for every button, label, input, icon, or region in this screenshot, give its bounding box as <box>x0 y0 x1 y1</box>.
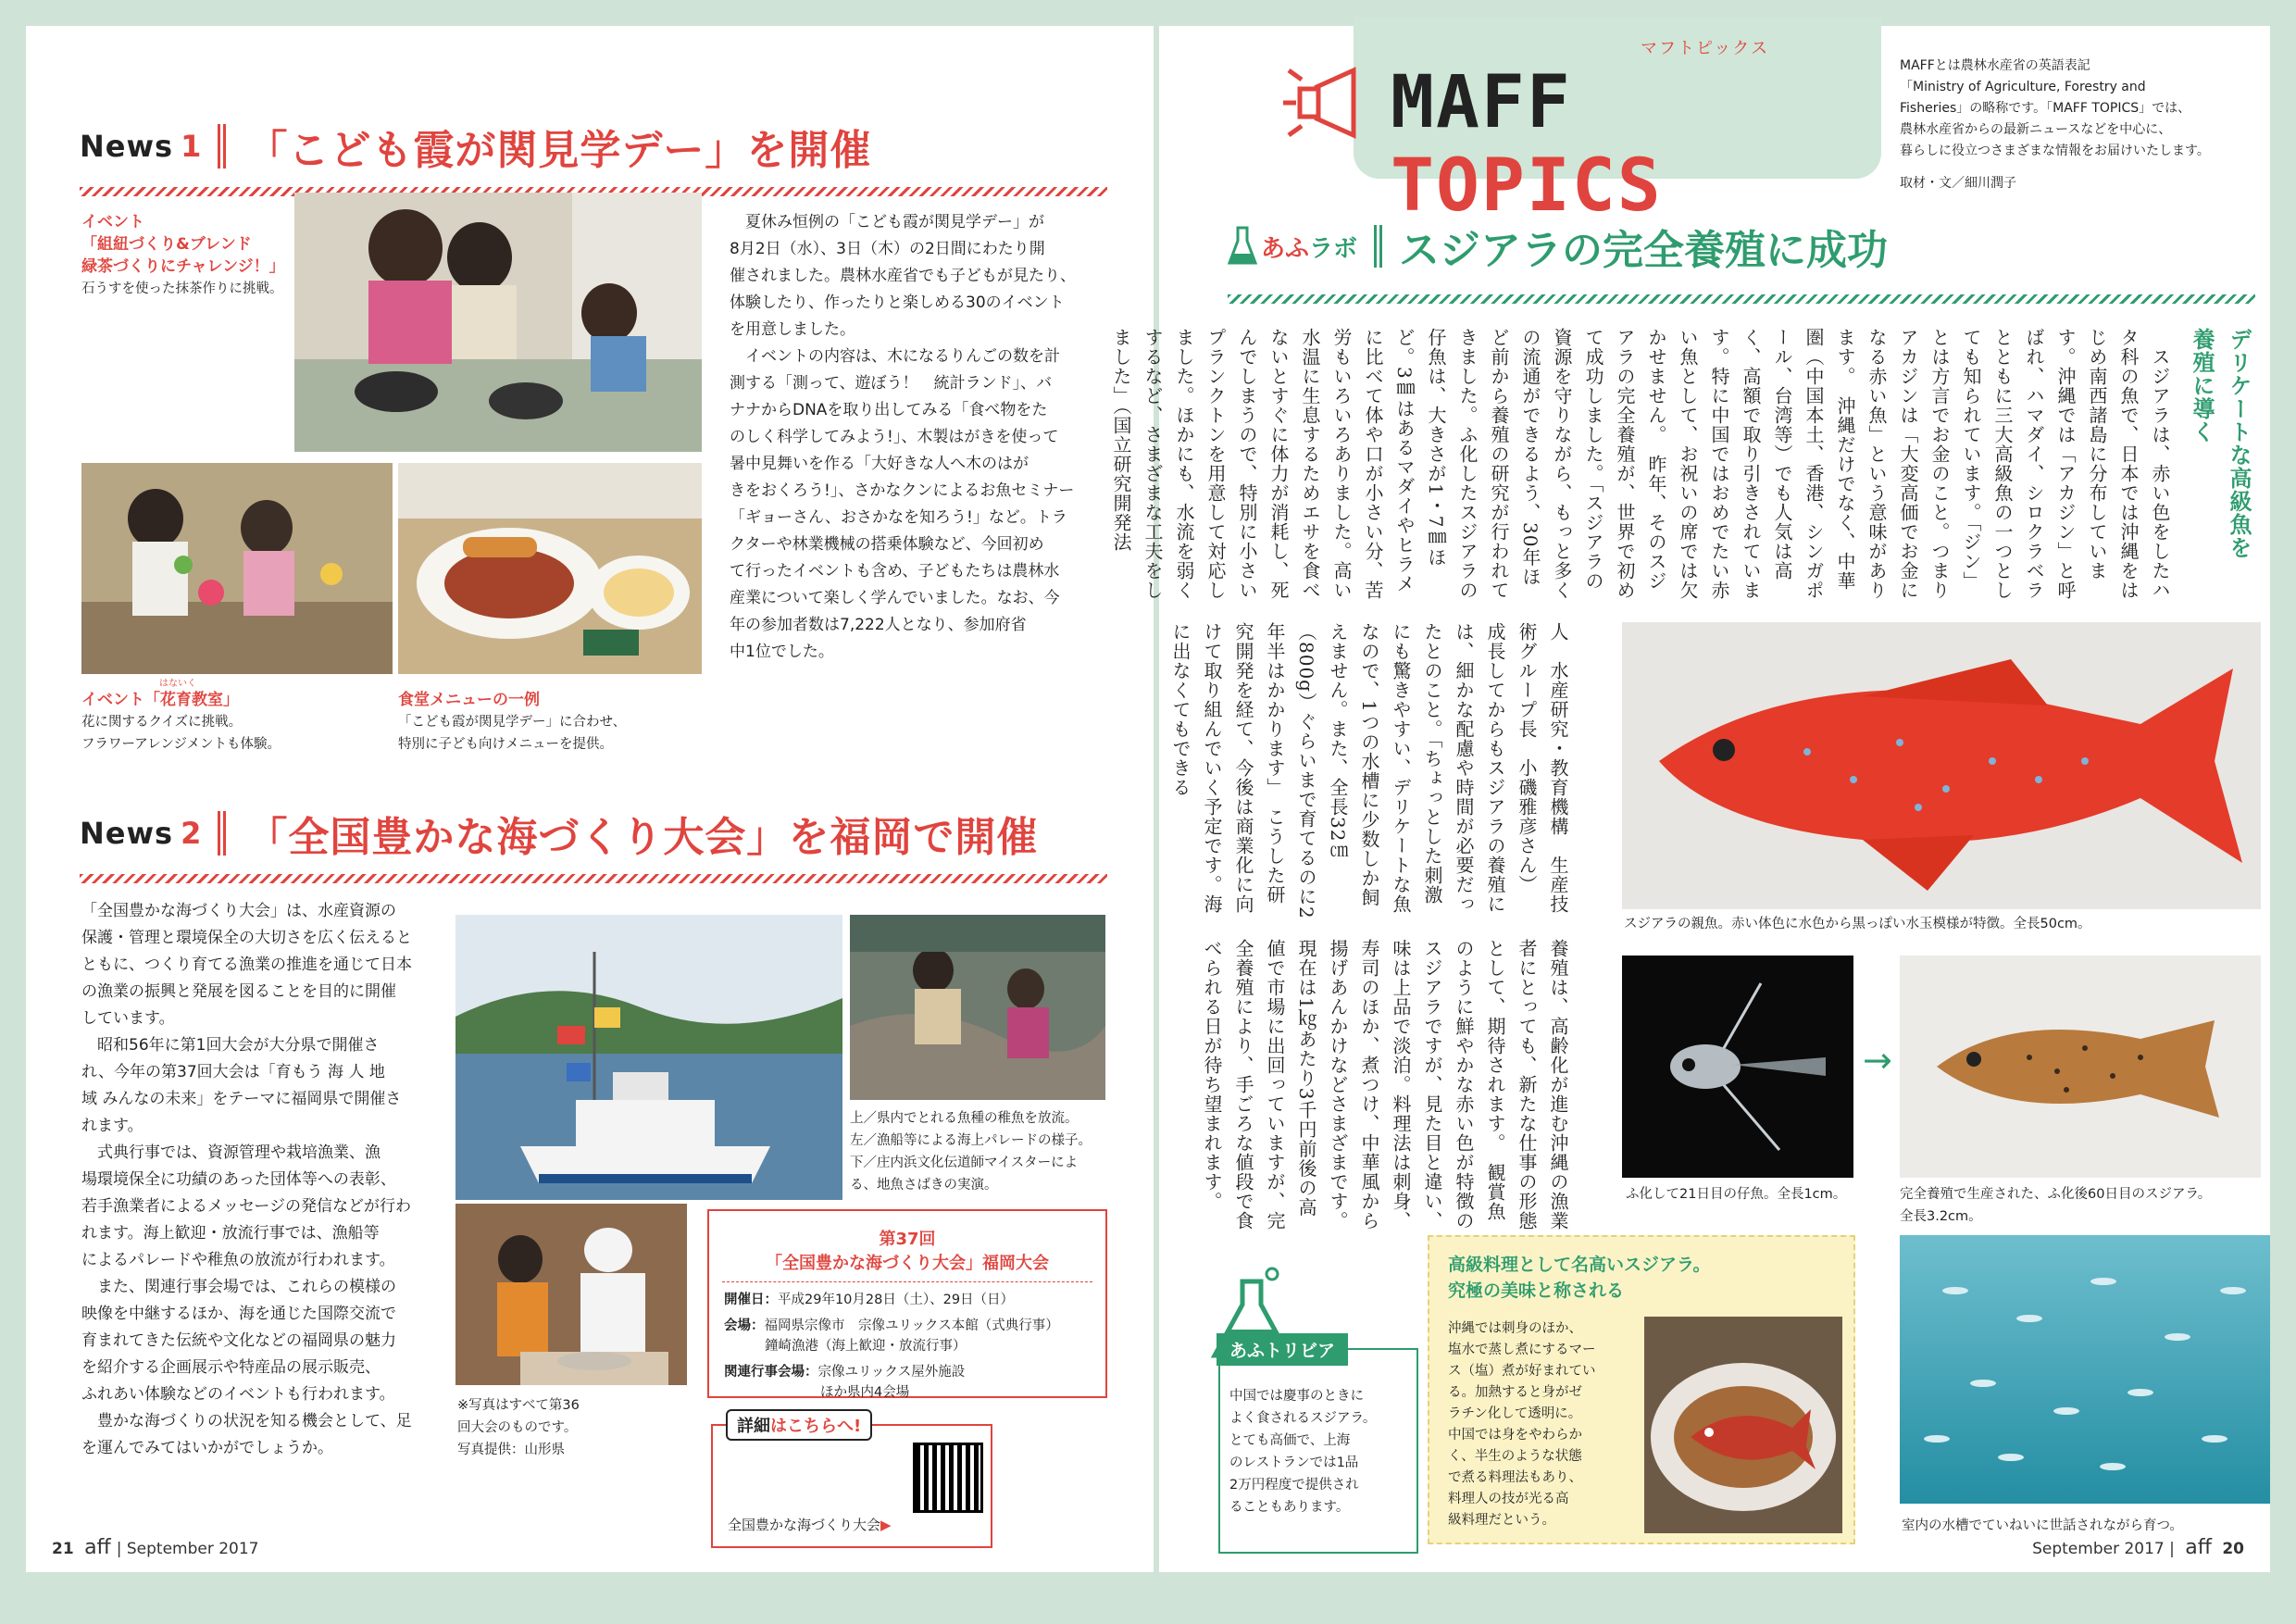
photo2-caption-line: フラワーアレンジメントも体験。 <box>81 737 281 752</box>
juvenile-caption-1: 完全養殖で生産された、ふ化後60日目のスジアラ。 <box>1900 1187 2212 1202</box>
event-venue-1: 福岡県宗像市 宗像ユリックス本館（式典行事） <box>764 1318 1059 1333</box>
photo1-caption <box>81 211 322 300</box>
photo1-caption-title-2: 「組紐づくり&ブレンド <box>81 235 252 254</box>
right-footer: September 2017 | aff 20 <box>2032 1536 2244 1559</box>
dish-text-line: 料理人の技が光る高 <box>1448 1492 1569 1506</box>
dish-box <box>1428 1235 1855 1544</box>
left-page <box>26 26 1154 1572</box>
trivia-line: よく食されるスジアラ。 <box>1229 1411 1377 1426</box>
detail-badge-text-1: 詳細 <box>737 1417 770 1436</box>
event-venue-label: 会場： <box>724 1318 765 1333</box>
event-info-box <box>707 1209 1107 1398</box>
news2-body-line: れます。 <box>81 1117 144 1135</box>
photo2-caption-line: 花に関するクイズに挑戦。 <box>81 715 243 730</box>
photo-fish-release <box>850 915 1105 1100</box>
news2-heading <box>80 796 1038 870</box>
dish-text-line: 級料理だという。 <box>1448 1513 1555 1528</box>
event-date: 平成29年10月28日（土）、29日（日） <box>778 1293 1015 1307</box>
trivia-line: のレストランでは1品 <box>1229 1455 1359 1470</box>
photo-steamed-fish-dish <box>1644 1317 1842 1533</box>
news1-body-line: 中1位でした。 <box>730 643 834 661</box>
photo3-caption-line: 「こども霞が関見学デー」に合わせ、 <box>398 715 627 730</box>
news1-body-line: 「ギョーさん、おさかなを知ろう!」など。トラ <box>730 508 1067 527</box>
photo-adult-fish <box>1622 622 2261 909</box>
news2-body-line: ふれあい体験などのイベントも行われます。 <box>81 1385 395 1404</box>
news2-photo-note <box>457 1394 680 1461</box>
larva-caption: ふ化して21日目の仔魚。全長1cm。 <box>1626 1187 1847 1202</box>
news2-label: News <box>80 816 174 851</box>
left-issue-date: September 2017 <box>126 1540 259 1558</box>
photo3-caption-line: 特別に子ども向けメニューを提供。 <box>398 737 613 752</box>
news2-body-line: しています。 <box>81 1009 175 1028</box>
right-page <box>1110 26 2270 1572</box>
news2-body-line: 映像を中継するほか、海を通じた国際交流で <box>81 1305 396 1323</box>
detail-badge <box>726 1409 872 1441</box>
news2-body-line: 保護・管理と環境保全の大切さを広く伝えると <box>81 929 412 947</box>
news1-body-line: 年の参加者数は7,222人となり、参加府省 <box>730 616 1027 634</box>
news1-body-line: イベントの内容は、木になるりんごの数を計 <box>730 347 1060 366</box>
news2-body-line: 豊かな海づくりの状況を知る機会として、足 <box>81 1412 412 1430</box>
news1-body-line: 体験したり、作ったりと楽しめる30のイベント <box>730 294 1065 312</box>
photo-fish-filleting <box>455 1204 687 1385</box>
news2-photo-caption-line: 上／県内でとれる魚種の稚魚を放流。 <box>850 1111 1079 1126</box>
photo-boat-parade <box>455 915 842 1200</box>
dish-text <box>1448 1318 1652 1531</box>
dish-text-line: ス（塩）煮が好まれてい <box>1448 1364 1596 1379</box>
news2-photo-captions <box>850 1107 1128 1196</box>
trivia-line: とても高価で、上海 <box>1229 1433 1351 1448</box>
event-title-1: 第37回 <box>879 1230 936 1249</box>
left-footer: 21 aff | September 2017 <box>52 1536 259 1559</box>
photo-fish-tank <box>1900 1235 2270 1504</box>
photo-larva <box>1622 956 1853 1178</box>
photo-matcha-grinding <box>294 193 702 452</box>
news1-body-line: 測する「測って、遊ぼう！ 統計ランド」、バ <box>730 374 1053 393</box>
dish-text-line: く、半生のような状態 <box>1448 1449 1582 1464</box>
news1-body-line: ナナからDNAを取り出してみる「食べ物をた <box>730 401 1048 419</box>
news2-body-line: れます。海上歓迎・放流行事では、漁船等 <box>81 1224 380 1243</box>
dish-title-2: 究極の美味と称される <box>1448 1280 1625 1301</box>
news1-body-line: 産業について楽しく学んでいました。なお、今 <box>730 589 1060 607</box>
trivia-line: ることもあります。 <box>1229 1500 1350 1515</box>
news2-body-line: 育まれてきた伝統や文化などの福岡県の魅力 <box>81 1331 396 1350</box>
maff-title-2: TOPICS <box>1391 144 1663 228</box>
detail-badge-text-2: はこちらへ! <box>770 1417 862 1436</box>
event-related-label: 関連行事会場： <box>724 1365 818 1380</box>
news2-body-line: によるパレードや稚魚の放流が行われます。 <box>81 1251 395 1269</box>
adult-fish-caption: スジアラの親魚。赤い体色に水色から黒っぽい水玉模様が特徴。全長50cm。 <box>1624 917 2091 931</box>
news2-body-line: の漁業の振興と発展を図ることを目的に開催 <box>81 982 396 1001</box>
news2-body-line: 場環境保全に功績のあった団体等への表彰、 <box>81 1170 396 1189</box>
news2-body-line: 域 みんなの未来」をテーマに福岡県で開催さ <box>81 1090 402 1108</box>
lab-label-1: あふ <box>1261 234 1310 263</box>
photo2-caption <box>81 680 387 756</box>
news1-body-line: 夏休み恒例の「こども霞が関見学デー」が <box>730 213 1044 231</box>
dish-text-line: ラチン化して透明に。 <box>1448 1406 1582 1421</box>
juvenile-caption <box>1900 1183 2261 1228</box>
news2-body-line: れ、今年の第37回大会は「育もう 海 人 地 <box>81 1063 385 1081</box>
juvenile-caption-2: 全長3.2cm。 <box>1900 1209 1982 1224</box>
trivia-box <box>1218 1341 1418 1554</box>
flask-icon <box>1228 226 1257 267</box>
intro-line: 暮らしに役立つさまざまな情報をお届けいたします。 <box>1900 144 2210 158</box>
lab-label-2: ラボ <box>1309 234 1358 263</box>
news2-body-line: を紹介する企画展示や特産品の展示販売、 <box>81 1358 381 1377</box>
dish-text-line: 塩水で蒸し煮にするマー <box>1448 1343 1596 1357</box>
news2-body-line: ともに、つくり育てる漁業の推進を通じて日本 <box>81 956 412 974</box>
photo-flower-class <box>81 463 393 674</box>
trivia-line: 2万円程度で提供され <box>1229 1478 1359 1493</box>
maff-topics-banner <box>1354 17 1881 228</box>
news2-body-line: また、関連行事会場では、これらの模様の <box>81 1278 396 1296</box>
left-page-number: 21 <box>52 1540 74 1558</box>
news2-zigzag-rule <box>80 874 1107 883</box>
news2-body-line: 若手漁業者によるメッセージの発信などが行わ <box>81 1197 411 1216</box>
news1-title: 「こども霞が関見学デー」を開催 <box>246 127 872 174</box>
news2-body-line: を運んでみてはいかがでしょうか。 <box>81 1439 333 1457</box>
news2-body <box>81 898 470 1462</box>
news2-photo-caption-line: る、地魚さばきの実演。 <box>850 1178 998 1193</box>
left-magazine-name: aff <box>84 1536 111 1559</box>
lab-body-column-2: 人 水産研究・教育機構 生産技術グループ長 小磯雅彦さん） 成長してからもスジアラの養殖には、細かな配慮や時間が必要だったとのこと。「ちょっとした刺激にも驚きやすい、デリケートな魚なので、1つの水槽に少数しか飼えません。また、全長32㎝（800g）ぐらいまで育てるのに2年半はかかります」 こうした研究開発を経て、今後は商業化に向けて取り組んでいく予定です。海に出なくてもできる <box>1169 622 1569 919</box>
right-page-number: 20 <box>2222 1540 2244 1558</box>
trivia-line: 中国では慶事のときに <box>1229 1389 1364 1404</box>
news2-photo-caption-line: 下／庄内浜文化伝道師マイスターによ <box>850 1156 1079 1170</box>
trivia-label: あふトリビア <box>1217 1333 1348 1366</box>
lab-body-column-3: 養殖は、高齢化が進む沖縄の漁業者にとっても、新たな仕事の形態として、期待されます。 観賞魚のように鮮やかな赤い色が特徴のスジアラですが、見た目と違い、味は上品で淡泊。料理法は刺身、寿司のほか、煮つけ、中華風から揚げあんかけなどさまざまです。 現在は1㎏あたり3千円前後の高値で市場に出回っていますが、完全養殖により、手ごろな値段で食べられる日が待ち望まれます。 <box>1201 939 1569 1241</box>
dish-text-line: る。加熱すると身がゼ <box>1448 1385 1582 1400</box>
photo-cafeteria-menu <box>398 463 702 674</box>
lab-zigzag-rule <box>1228 294 2255 304</box>
photo-note-line: 回大会のものです。 <box>457 1420 578 1435</box>
news2-divider <box>218 811 226 856</box>
photo3-caption-title: 食堂メニューの一例 <box>398 691 540 709</box>
tank-caption: 室内の水槽でていねいに世話されながら育つ。 <box>1902 1518 2183 1533</box>
dish-title-1: 高級料理として名高いスジアラ。 <box>1448 1255 1711 1275</box>
right-magazine-name: aff <box>2185 1536 2212 1559</box>
photo3-caption <box>398 689 704 756</box>
maff-ruby: マフトピックス <box>1641 39 1770 58</box>
news1-body-line: クターや林業機械の搭乗体験など、今回初め <box>730 535 1044 554</box>
news2-body-line: 「全国豊かな海づくり大会」は、水産資源の <box>81 902 396 920</box>
event-related-2: ほか県内4会場 <box>820 1385 910 1400</box>
event-title-2: 「全国豊かな海づくり大会」福岡大会 <box>766 1254 1049 1273</box>
detail-link-box[interactable] <box>711 1417 992 1548</box>
sub-heading-1: デリケートな高級魚を <box>2226 328 2252 559</box>
event-venue-2: 鐘崎漁港（海上歓迎・放流行事） <box>765 1339 967 1354</box>
news2-title: 「全国豊かな海づくり大会」を福岡で開催 <box>246 814 1039 861</box>
news2-body-line: 昭和56年に第1回大会が大分県で開催さ <box>81 1036 380 1055</box>
qr-code[interactable] <box>913 1443 983 1513</box>
dish-text-line: 沖縄では刺身のほか、 <box>1448 1321 1582 1336</box>
intro-line: MAFFとは農林水産省の英語表記 <box>1900 58 2090 73</box>
lab-body-column-1: スジアラは、赤い色をしたハタ科の魚で、日本では沖縄をはじめ南西諸島に分布しています。沖縄では「アカジン」と呼ばれ、ハマダイ、シロクラベラとともに三大高級魚の一つとしても知られています。「ジン」とは方言でお金のこと。つまりアカジンは「大変高価でお金になる赤い魚」という意味があります。 沖縄だけでなく、中華圏（中国本土、香港、シンガポール、台湾等）でも人気は高く、高額で取り引きされています。特に中国ではおめでたい赤い魚として、お祝いの席では欠かせません。 昨年、そのスジアラの完全養殖が、世界で初めて成功しました。「スジアラの資源を守りながら、もっと多くの流通ができるよう、30年ほど前から養殖の研究が行われてきました。ふ化したスジアラの仔魚は、大きさが1・7㎜ほど。3㎜はあるマダイやヒラメに比べて体や口が小さい分、苦労もいろいろありました。高い水温に生息するためエサを食べないとすぐに体力が消耗し、死んでしまうので、特別に小さいプランクトンを用意して対応しました。ほかにも、水流を弱くするなど、さまざまな工夫をしました」（国立研究開発法 <box>1110 328 2171 600</box>
photo1-caption-title-3: 緑茶づくりにチャレンジ！」 <box>81 257 285 276</box>
sub-heading-2: 養殖に導く <box>2189 328 2215 443</box>
news1-body-line: のしく科学してみよう!」、木製はがきを使って <box>730 428 1059 446</box>
news1-body <box>730 209 1118 666</box>
news1-body-line: を用意しました。 <box>730 320 855 339</box>
detail-link[interactable]: 全国豊かな海づくり大会▶ <box>728 1517 892 1533</box>
news1-body-line: きをおくろう!」、さかなクンによるお魚セミナー <box>730 481 1075 500</box>
detail-link-text: 全国豊かな海づくり大会 <box>728 1517 881 1533</box>
maff-intro <box>1900 56 2252 194</box>
dish-text-line: 中国では身をやわらか <box>1448 1428 1582 1443</box>
news1-label: News <box>80 129 174 164</box>
intro-line: 「Ministry of Agriculture, Forestry and <box>1900 80 2146 94</box>
news2-number: 2 <box>181 816 202 851</box>
photo-juvenile-fish <box>1900 956 2261 1178</box>
dish-text-line: で煮る料理法もあり、 <box>1448 1470 1582 1485</box>
intro-line: Fisheries」の略称です。「MAFF TOPICS」では、 <box>1900 101 2191 116</box>
megaphone-icon <box>1279 52 1363 154</box>
news2-photo-caption-line: 左／漁船等による海上パレードの様子。 <box>850 1133 1092 1148</box>
photo1-caption-title-1: イベント <box>81 213 144 231</box>
arrow-icon: → <box>1863 1040 1892 1081</box>
maff-title-1: MAFF <box>1391 61 1572 144</box>
lab-heading <box>1228 217 1888 276</box>
news1-divider <box>218 124 226 169</box>
news2-body-line: 式典行事では、資源管理や栽培漁業、漁 <box>81 1143 381 1162</box>
credit: 取材・文／細川潤子 <box>1900 176 2016 191</box>
photo1-caption-text: 石うすを使った抹茶作りに挑戦。 <box>81 281 283 296</box>
news1-body-line: 8月2日（水）、3日（木）の2日間にわたり開 <box>730 240 1045 258</box>
photo2-ruby: はないく <box>159 679 196 689</box>
news1-heading <box>80 109 871 183</box>
news1-body-line: て行ったイベントも含め、子どもたちは農林水 <box>730 562 1060 581</box>
maff-title <box>1391 61 1881 228</box>
intro-line: 農林水産省からの最新ニュースなどを中心に、 <box>1900 122 2172 137</box>
right-issue-date: September 2017 <box>2032 1540 2165 1558</box>
lab-title: スジアラの完全養殖に成功 <box>1399 227 1889 274</box>
event-date-label: 開催日： <box>724 1293 778 1307</box>
news1-body-line: 催されました。農林水産省でも子どもが見たり、 <box>730 267 1076 285</box>
photo2-caption-title: イベント「花育教室」 <box>81 691 239 709</box>
news1-body-line: 暑中見舞いを作る「大好きな人へ木のはが <box>730 455 1029 473</box>
photo-note-line: 写真提供：山形県 <box>457 1443 565 1457</box>
news1-number: 1 <box>181 129 202 164</box>
event-related-1: 宗像ユリックス屋外施設 <box>817 1365 966 1380</box>
photo-note-line: ※写真はすべて第36 <box>457 1398 580 1413</box>
